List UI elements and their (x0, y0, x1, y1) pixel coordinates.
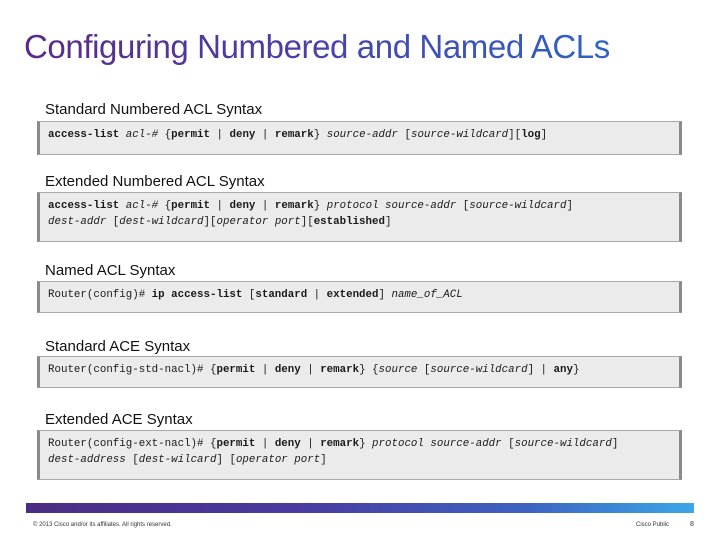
syntax-box-standard-ace (37, 356, 682, 388)
syntax-text: } (313, 200, 327, 212)
argument: name_of_ACL (391, 289, 463, 301)
keyword: permit (171, 129, 211, 141)
keyword: access-list (48, 200, 126, 212)
argument: dest-wilcard (138, 454, 217, 466)
footer-classification: Cisco Public (636, 522, 670, 528)
syntax-text: | (307, 289, 327, 301)
syntax-text: ][ (203, 216, 217, 228)
keyword: extended (326, 289, 379, 301)
section-label-extended-numbered: Extended Numbered ACL Syntax (45, 173, 265, 190)
argument: operator port (216, 216, 301, 228)
argument: source-wildcard (514, 438, 612, 450)
syntax-text: Router(config-ext-nacl)# (48, 438, 210, 450)
code-line (48, 452, 679, 468)
code-line (48, 436, 679, 452)
keyword: standard (255, 289, 308, 301)
syntax-text: { (209, 438, 217, 450)
syntax-text: ] (384, 216, 392, 228)
keyword: established (313, 216, 385, 228)
keyword: deny (274, 438, 301, 450)
keyword: permit (171, 200, 211, 212)
keyword: deny (274, 364, 301, 376)
footer-bar (26, 503, 694, 513)
keyword: ip access-list (151, 289, 249, 301)
syntax-text: { (158, 129, 172, 141)
syntax-text: ] (320, 454, 327, 466)
argument: protocol source-addr (326, 200, 457, 212)
argument: dest-wildcard (119, 216, 204, 228)
page-number: 8 (690, 521, 694, 528)
syntax-text: | (255, 364, 275, 376)
section-label-standard-numbered: Standard Numbered ACL Syntax (45, 101, 263, 118)
keyword: deny (229, 129, 256, 141)
argument: source-wildcard (430, 364, 528, 376)
code-line (48, 362, 679, 378)
syntax-text: | (300, 438, 321, 450)
argument: dest-address (48, 454, 126, 466)
syntax-box-named (37, 281, 682, 313)
argument: operator port (235, 454, 321, 466)
syntax-text: } { (359, 364, 379, 376)
syntax-text: [ (106, 216, 120, 228)
code-line (48, 214, 679, 230)
syntax-text: | (210, 200, 230, 212)
argument: source-wildcard (469, 200, 567, 212)
syntax-text: ] (566, 200, 573, 212)
argument: source-addr (326, 129, 398, 141)
syntax-text: } (313, 129, 327, 141)
syntax-text: [ (248, 289, 256, 301)
section-label-named: Named ACL Syntax (45, 262, 176, 279)
syntax-text: ] (611, 438, 619, 450)
argument: acl-# (125, 200, 159, 212)
keyword: deny (229, 200, 256, 212)
keyword: any (553, 364, 573, 376)
syntax-text: { (209, 364, 217, 376)
syntax-text: | (255, 438, 275, 450)
keyword: remark (320, 438, 360, 450)
section-label-extended-ace: Extended ACE Syntax (45, 411, 193, 428)
syntax-text: [ (398, 129, 411, 141)
syntax-text: [ (501, 438, 515, 450)
syntax-text: | (210, 129, 230, 141)
keyword: remark (274, 200, 314, 212)
syntax-text: ] [ (216, 454, 236, 466)
argument: acl-# (125, 129, 159, 141)
syntax-text: ] (540, 129, 548, 141)
keyword: permit (216, 438, 256, 450)
code-line (48, 287, 679, 303)
syntax-text: { (158, 200, 172, 212)
syntax-text: | (255, 200, 275, 212)
syntax-text: ] (378, 289, 392, 301)
syntax-text: ][ (300, 216, 314, 228)
argument: source-wildcard (410, 129, 509, 141)
syntax-text: Router(config)# (48, 289, 152, 301)
syntax-text: } (572, 364, 580, 376)
syntax-text: Router(config-std-nacl)# (48, 364, 210, 376)
keyword: remark (320, 364, 360, 376)
slide-title: Configuring Numbered and Named ACLs (24, 28, 610, 65)
syntax-box-extended-numbered (37, 192, 682, 242)
keyword: remark (274, 129, 314, 141)
syntax-text: ] | (527, 364, 554, 376)
section-label-standard-ace: Standard ACE Syntax (45, 338, 191, 355)
argument: source (378, 364, 418, 376)
argument: protocol source-addr (372, 438, 502, 450)
keyword: log (521, 129, 541, 141)
syntax-box-standard-numbered (37, 121, 682, 155)
syntax-text: [ (125, 454, 139, 466)
syntax-box-extended-ace (37, 430, 682, 480)
syntax-text: [ (456, 200, 470, 212)
syntax-text: | (300, 364, 321, 376)
argument: dest-addr (48, 216, 107, 228)
keyword: access-list (48, 129, 126, 141)
code-line (48, 127, 679, 143)
code-line (48, 198, 679, 214)
syntax-text: } (359, 438, 373, 450)
keyword: permit (216, 364, 256, 376)
syntax-text: ][ (508, 129, 522, 141)
syntax-text: | (255, 129, 275, 141)
footer-copyright: © 2013 Cisco and/or its affiliates. All rights reserved. (33, 522, 172, 528)
syntax-text: [ (417, 364, 431, 376)
